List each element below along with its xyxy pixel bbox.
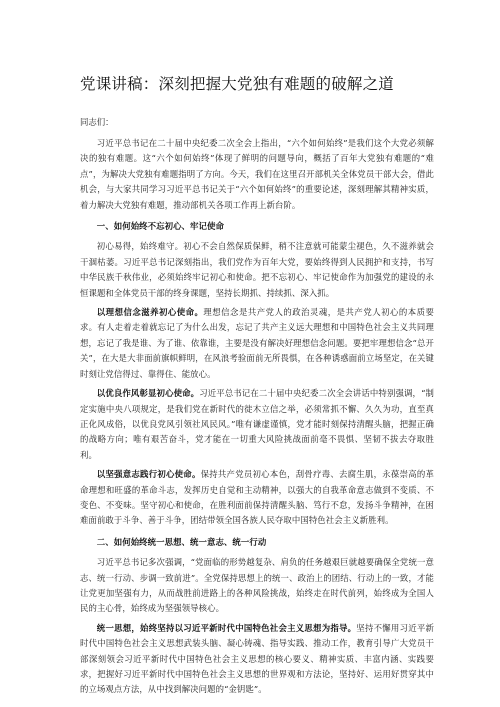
paragraph-body: 理想信念是共产党人的政治灵魂，是共产党人初心的本质要求。有人走着走着就忘记了为什么出发，忘记了共产主义远大理想和中国特色社会主义共同理想，忘记了我是谁、为了谁、依靠谁，主要是没有解决好理想信念问题。要把牢理想信念“总开关”，在大是大非面前旗帜鲜明，在风浪考验面前无所畏惧，在各种诱惑面前立场坚定，在关键时刻让党信得过、靠得住、能放心。 bbox=[80, 307, 434, 379]
section-heading-2: 二、如何始终统一思想、统一意志、统一行动 bbox=[96, 536, 267, 547]
section1-paragraph-4 bbox=[80, 467, 434, 529]
paragraph-body: 习近平总书记在二十届中央纪委二次全会讲话中特别强调，“制定实施中央八项规定，是我们党在新时代的徙木立信之举，必须常抓不懈、久久为功，直至真正化风成俗，以优良党风引领社风民风。”唯有谦虚谨慎，党才能时刻保持清醒头脑，把握正确的战略方向；唯有艰苦奋斗，党才能在一切重大风险挑战面前毫不畏惧、坚韧不拔去夺取胜利。 bbox=[80, 388, 434, 460]
section2-paragraph-1: 习近平总书记多次强调，“党面临的形势越复杂、肩负的任务越艰巨就越要确保全党统一意志、统一行动、步调一致前进”。全党保持思想上的统一、政治上的团结、行动上的一致，才能让党更加坚强有力，从而战胜前进路上的各种风险挑战，始终走在时代前列，始终成为全国人民的主心骨，始终成为坚强领导核心。 bbox=[80, 557, 434, 614]
section1-paragraph-2 bbox=[80, 305, 434, 382]
section-heading-1: 一、如何始终不忘初心、牢记使命 bbox=[96, 221, 224, 232]
lead-sentence: 以优良作风彰显初心使命。 bbox=[96, 388, 200, 399]
section2-paragraph-2 bbox=[80, 621, 434, 698]
section1-paragraph-1: 初心易得，始终难守。初心不会自然保质保鲜，稍不注意就可能蒙尘褪色，久不滋养就会干涸枯萎。习近平总书记深刻指出，我们党作为百年大党，要始终得到人民拥护和支持，书写中华民族千秋伟业，必须始终牢记初心和使命。把不忘初心、牢记使命作为加强党的建设的永恒课题和全体党员干部的终身课题，坚持长期抓、持续抓、深入抓。 bbox=[80, 241, 434, 298]
lead-sentence: 统一思想，始终坚持以习近平新时代中国特色社会主义思想为指导。 bbox=[96, 622, 357, 633]
paragraph-body: 坚持不懈用习近平新时代中国特色社会主义思想武装头脑、凝心铸魂、指导实践、推动工作，教育引导广大党员干部深刻领会习近平新时代中国特色社会主义思想的核心要义、精神实质、丰富内涵、实践要求，把握好习近平新时代中国特色社会主义思想的世界观和方法论，坚持好、运用好贯穿其中的立场观点方法，从中找到解决问题的“金钥匙”。 bbox=[80, 622, 434, 695]
lead-sentence: 以理想信念滋养初心使命。 bbox=[96, 307, 204, 318]
intro-paragraph: 习近平总书记在二十届中央纪委二次全会上指出，“六个如何始终”是我们这个大党必须解决的独有难题。这“六个如何始终”体现了鲜明的问题导向，概括了百年大党独有难题的“难点”，为解决大党独有难题指明了方向。今天，我们在这里召开部机关全体党员干部大会，借此机会，与大家共同学习习近平总书记关于“六个如何始终”的重要论述，深刻理解其精神实质，着力解决大党独有难题，推动部机关各项工作再上新台阶。 bbox=[80, 138, 434, 210]
lead-sentence: 以坚强意志践行初心使命。 bbox=[96, 469, 201, 480]
greeting: 同志们： bbox=[80, 117, 114, 127]
paragraph-body: 保持共产党员初心本色，刮骨疗毒、去腐生肌，永葆崇高的革命理想和旺盛的革命斗志，发挥历史自觉和主动精神，以强大的自我革命意志做到不变质、不变色、不变味。坚守初心和使命，在胜利面前保持清醒头脑、笃行不怠，发扬斗争精神，在困难面前敢于斗争、善于斗争，团结带领全国各族人民夺取中国特色社会主义新胜利。 bbox=[80, 469, 434, 526]
document-title: 党课讲稿：深刻把握大党独有难题的破解之道 bbox=[80, 75, 395, 93]
section1-paragraph-3 bbox=[80, 386, 434, 463]
